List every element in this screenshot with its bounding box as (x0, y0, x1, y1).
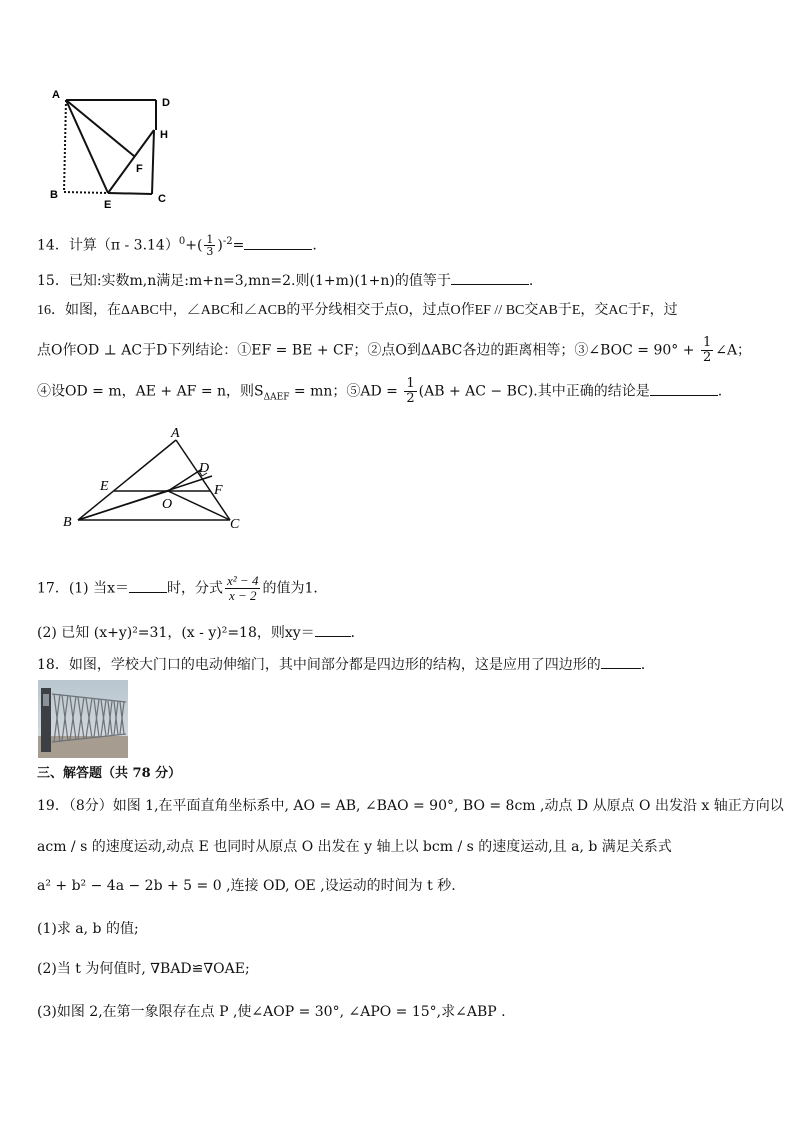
fig1-label-d: D (162, 97, 170, 109)
question-19-sub-2: (2)当 t 为何值时, ∇BAD≌∇OAE; (37, 961, 250, 977)
figure-triangle-diagram (60, 424, 250, 536)
fig1-label-e: E (104, 199, 112, 211)
question-16-line-2: 点O作OD ⊥ AC于D下列结论：①EF = BE + CF；②点O到ΔABC各边的距离相等；③∠BOC = 90° + $\frac{1}{2}$ ∠A； (37, 335, 752, 365)
answer-blank-17-2[interactable] (315, 622, 351, 637)
fig2-label-d: D (199, 461, 210, 476)
question-14: 14．计算（π - 3.14）$^0$+( $\frac{1}{3}$ )$^{-2}$= . (37, 233, 317, 259)
fig1-label-c: C (158, 193, 166, 205)
figure-square-diagram (44, 86, 184, 214)
fig1-label-f: F (136, 163, 143, 175)
fig1-label-a: A (52, 89, 60, 101)
fig2-label-b: B (63, 515, 72, 530)
fig2-label-f: F (214, 483, 223, 498)
fig2-label-e: E (100, 479, 109, 494)
question-19-sub-3: (3)如图 2,在第一象限存在点 P ,使∠AOP = 30°, ∠APO = 15°,求∠ABP . (37, 1004, 506, 1020)
question-19-sub-1: (1)求 a, b 的值; (37, 921, 139, 937)
retractable-gate-photo (38, 680, 128, 758)
answer-blank-17-1[interactable] (129, 578, 167, 593)
question-19-line-1: 19．（8分）如图 1,在平面直角坐标系中, AO = AB, ∠BAO = 90°, BO = 8cm ,动点 D 从原点 O 出发沿 x 轴正方向以 (37, 798, 784, 814)
question-17-part-1: 17．(1) 当x＝ 时，分式 $\frac{\text{x² − 4}}{x - 2}$ 的值为1． (37, 573, 328, 603)
question-17-part-2: (2) 已知 (x+y)²=31，(x - y)²=18，则xy＝ ． (37, 622, 365, 643)
question-16-line-3: ④设OD = m，AE + AF = n，则$S_{\Delta AEF}$ = mn；⑤AD = $\frac{1}{2}$ (AB + AC − BC).其中正确的结论是 . (37, 376, 723, 406)
answer-blank-14[interactable] (244, 235, 312, 250)
fig1-label-b: B (50, 189, 58, 201)
fig1-label-h: H (160, 129, 168, 141)
question-19-line-2: acm / s 的速度运动,动点 E 也同时从原点 O 出发在 y 轴上以 bcm / s 的速度运动,且 a, b 满足关系式 (37, 839, 672, 855)
fig2-label-o: O (162, 497, 173, 512)
fig2-label-a: A (171, 426, 180, 441)
answer-blank-15[interactable] (451, 270, 529, 285)
answer-blank-16[interactable] (650, 381, 718, 396)
section-3-heading: 三、解答题（共 78 分） (37, 766, 182, 781)
question-18: 18．如图，学校大门口的电动伸缩门，其中间部分都是四边形的结构，这是应用了四边形的 ． (37, 654, 655, 675)
question-16-line-1: 16．如图，在ΔABC中，∠ABC和∠ACB的平分线相交于点O，过点O作EF // BC交AB于E，交AC于F，过 (37, 303, 678, 318)
answer-blank-18[interactable] (601, 654, 641, 669)
question-15: 15．已知:实数m,n满足:m+n=3,mn=2.则(1+m)(1+n)的值等于 . (37, 270, 533, 291)
fig2-label-c: C (230, 517, 240, 532)
question-19-line-3: a² + b² − 4a − 2b + 5 = 0 ,连接 OD, OE ,设运动的时间为 t 秒. (37, 878, 456, 894)
